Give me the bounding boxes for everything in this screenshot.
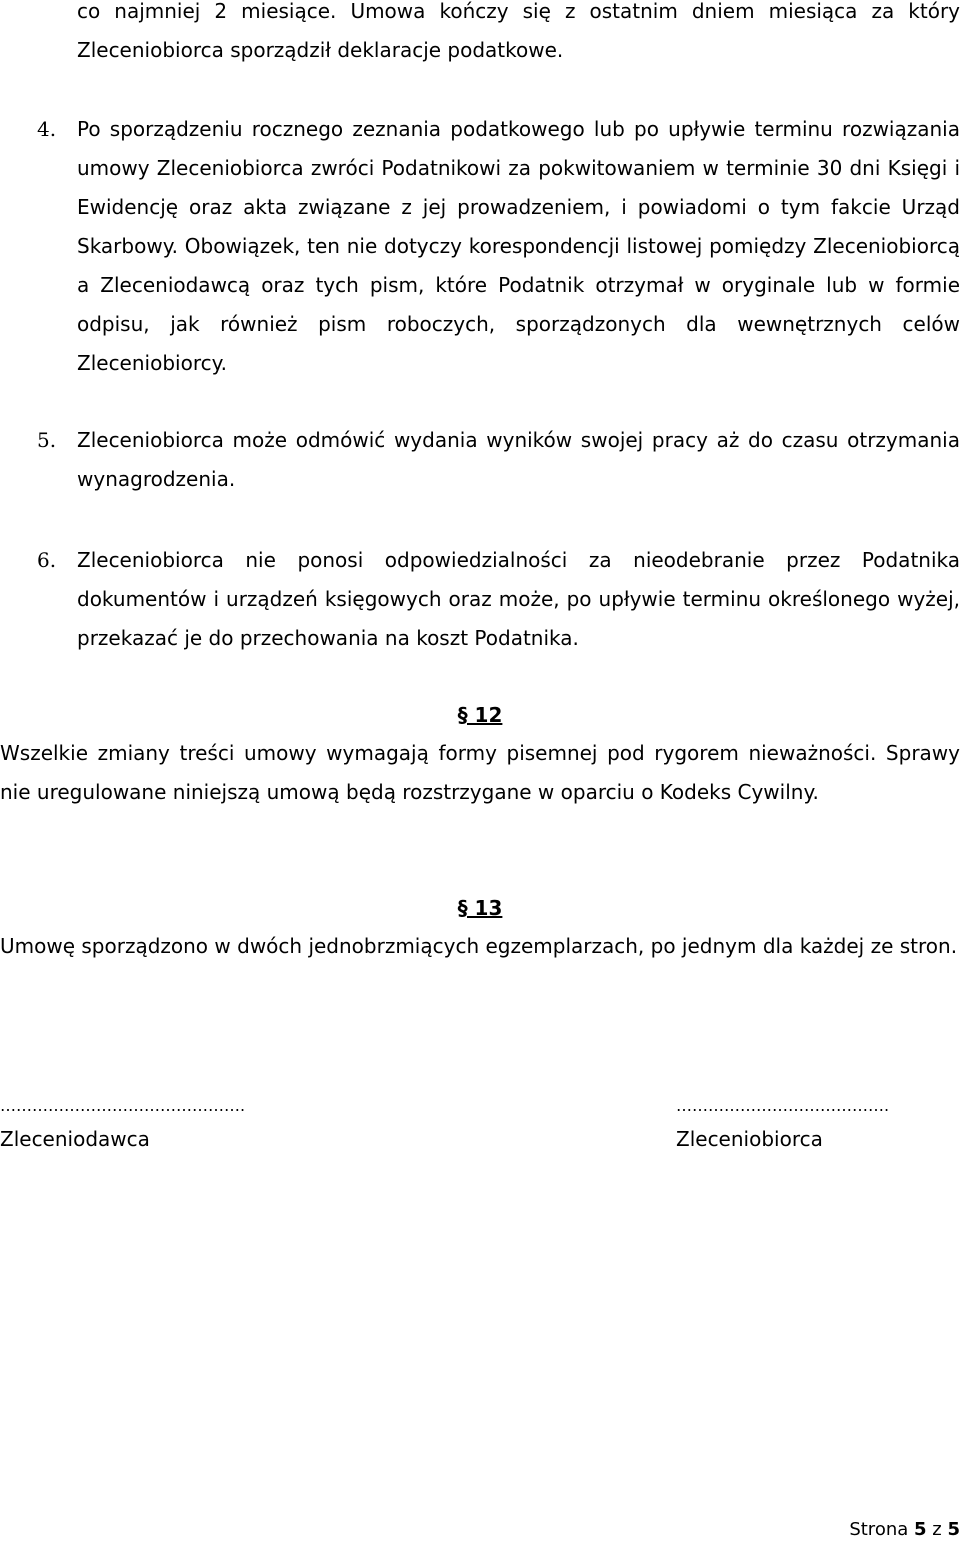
item-paragraph-5	[77, 421, 960, 499]
section-text-13: Umowę sporządzono w dwóch jednobrzmiących egzemplarzach, po jednym dla każdej ze stron.	[0, 934, 958, 958]
item-number-4: 4.	[37, 117, 57, 141]
signature-line-right: ………………………………….	[676, 1096, 890, 1115]
signature-label-right: Zleceniobiorca	[676, 1127, 823, 1151]
item-text-5: Zleceniobiorca może odmówić wydania wyników swojej pracy aż do czasu otrzymania wynagrodzenia.	[77, 428, 960, 491]
section-heading-12: § 12	[457, 703, 503, 727]
section-text-12: Wszelkie zmiany treści umowy wymagają formy pisemnej pod rygorem nieważności. Sprawy nie uregulowane niniejszą umową będą rozstrzygane w oparciu o Kodeks Cywilny.	[0, 741, 960, 804]
continuation-paragraph	[77, 0, 960, 70]
item-text-6: Zleceniobiorca nie ponosi odpowiedzialności za nieodebranie przez Podatnika dokumentów i urządzeń księgowych oraz może, po upływie terminu określonego wyżej, przekazać je do przechowania na koszt Podatnika.	[77, 548, 960, 650]
footer-separator: z	[932, 1519, 942, 1540]
footer-prefix: Strona	[849, 1519, 909, 1540]
section-paragraph-13	[0, 927, 960, 966]
item-paragraph-6	[77, 541, 960, 658]
signature-label-left: Zleceniodawca	[0, 1127, 150, 1151]
footer-total-pages: 5	[947, 1519, 960, 1540]
item-number-6: 6.	[37, 548, 57, 572]
continuation-text: co najmniej 2 miesiące. Umowa kończy się z ostatnim dniem miesiąca za który Zleceniobiorca sporządził deklaracje podatkowe.	[77, 0, 960, 62]
item-number-5: 5.	[37, 428, 57, 452]
page-footer	[849, 1518, 960, 1542]
section-heading-13: § 13	[457, 896, 503, 920]
footer-current-page: 5	[914, 1519, 927, 1540]
item-paragraph-4	[77, 110, 960, 383]
section-paragraph-12	[0, 734, 960, 812]
item-text-4: Po sporządzeniu rocznego zeznania podatkowego lub po upływie terminu rozwiązania umowy Zleceniobiorca zwróci Podatnikowi za pokwitowaniem w terminie 30 dni Księgi i Ewidencję oraz akta związane z jej prowadzeniem, i powiadomi o tym fakcie Urząd Skarbowy. Obowiązek, ten nie dotyczy korespondencji listowej pomiędzy Zleceniobiorcą a Zleceniodawcą oraz tych pism, które Podatnik otrzymał w oryginale lub w formie odpisu, jak również pism roboczych, sporządzonych dla wewnętrznych celów Zleceniobiorcy.	[77, 117, 960, 375]
signature-line-left: ……………………………………….	[0, 1096, 246, 1115]
